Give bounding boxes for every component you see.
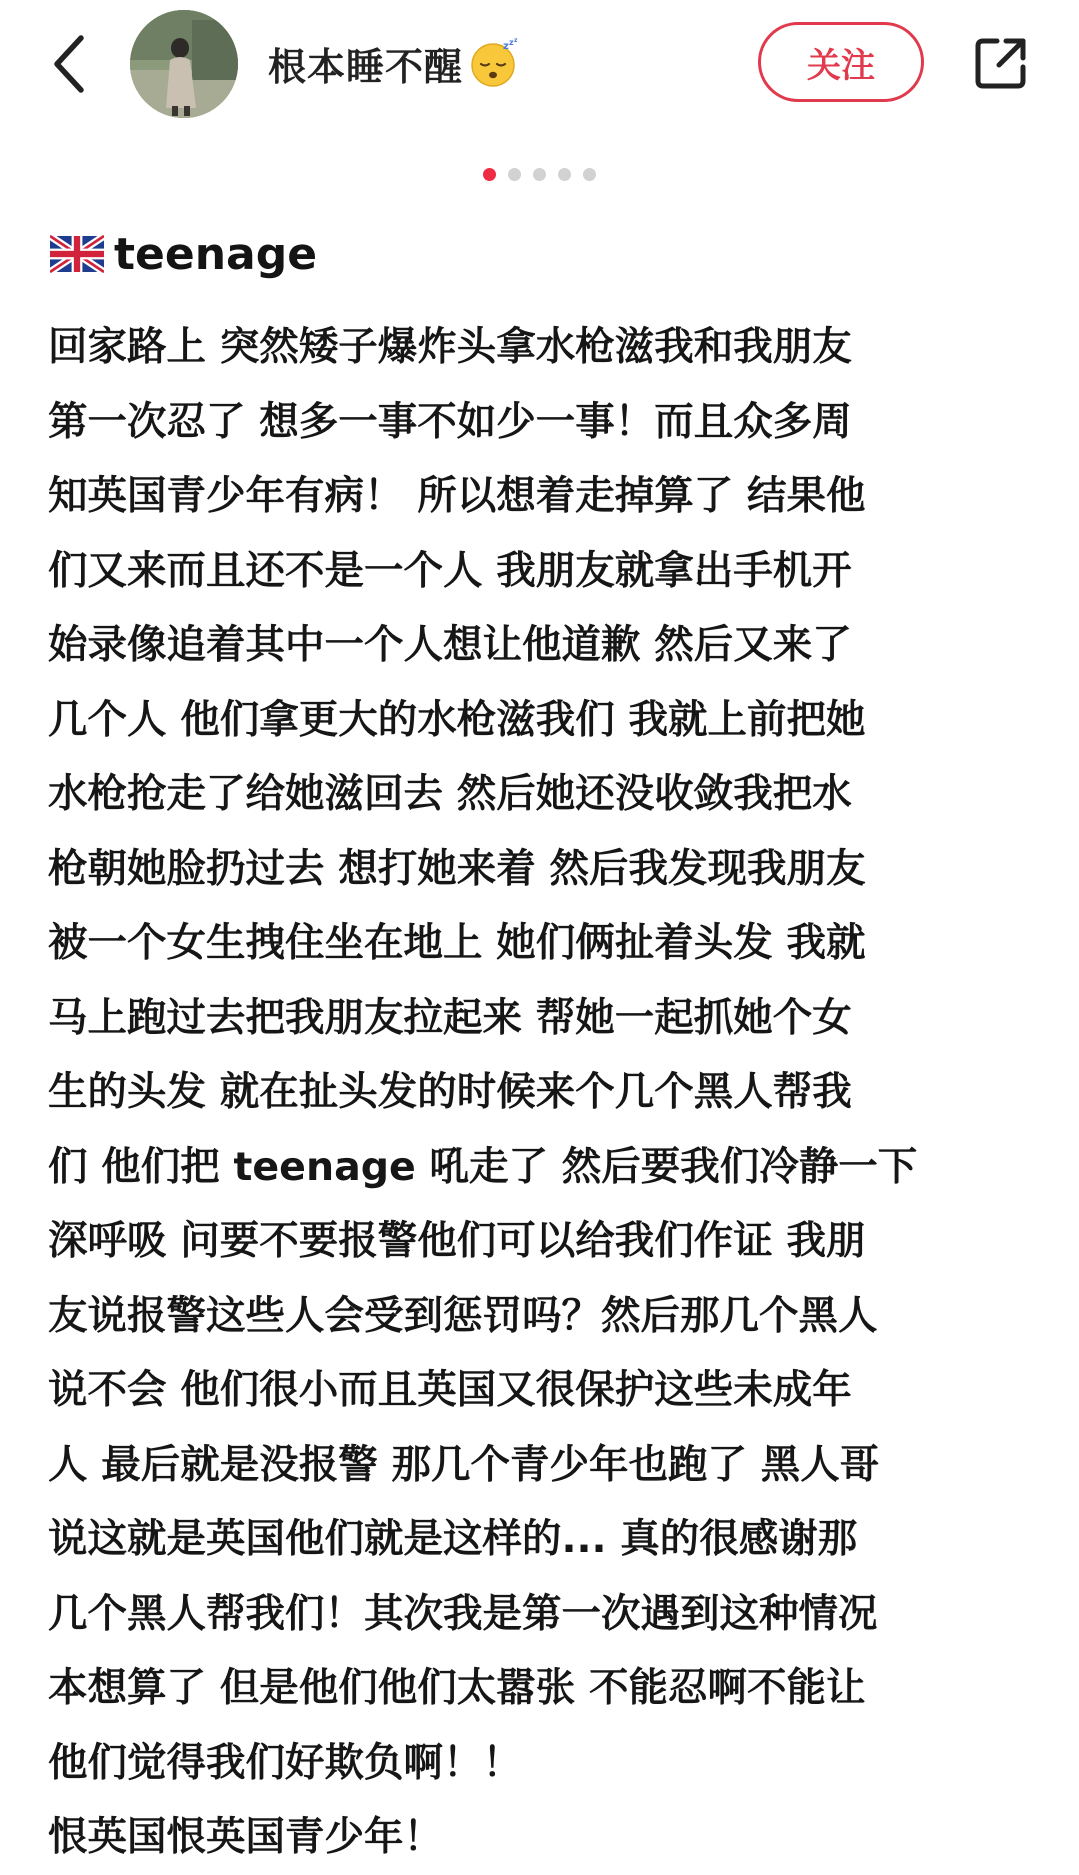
- carousel-dot[interactable]: [583, 168, 596, 181]
- post-body-line: 枪朝她脸扔过去 想打她来着 然后我发现我朋友: [48, 845, 866, 892]
- post-body-line: 人 最后就是没报警 那几个青少年也跑了 黑人哥: [48, 1441, 880, 1488]
- svg-text:z: z: [503, 41, 509, 52]
- post-body-line: 几个人 他们拿更大的水枪滋我们 我就上前把她: [48, 696, 866, 743]
- post-body-line: 知英国青少年有病！ 所以想着走掉算了 结果他: [48, 473, 866, 519]
- post-body-line: 几个黑人帮我们！其次我是第一次遇到这种情况: [48, 1590, 878, 1637]
- post-body-line: 友说报警这些人会受到惩罚吗？然后那几个黑人: [48, 1292, 878, 1339]
- post-body-line: 本想算了 但是他们他们太嚣张 不能忍啊不能让: [48, 1665, 866, 1711]
- share-icon: [973, 35, 1029, 91]
- uk-flag-icon: [50, 235, 104, 273]
- svg-text:z: z: [509, 38, 514, 47]
- svg-text:z: z: [514, 37, 518, 44]
- author-avatar[interactable]: [130, 10, 238, 118]
- follow-button[interactable]: 关注: [758, 22, 924, 102]
- carousel-dot[interactable]: [483, 168, 496, 181]
- post-body-line: 们 他们把 teenage 吼走了 然后要我们冷静一下: [48, 1143, 918, 1190]
- back-button[interactable]: [44, 28, 94, 100]
- post-title-row: [50, 222, 317, 286]
- carousel-dot[interactable]: [558, 168, 571, 181]
- post-body-line: 们又来而且还不是一个人 我朋友就拿出手机开: [48, 547, 852, 594]
- post-body-line: 说这就是英国他们就是这样的... 真的很感谢那: [48, 1516, 858, 1562]
- author-name[interactable]: 根本睡不醒: [268, 44, 464, 89]
- post-body-line: 水枪抢走了给她滋回去 然后她还没收敛我把水: [48, 771, 852, 817]
- post-title: teenage: [114, 228, 318, 280]
- post-body-line: 深呼吸 问要不要报警他们可以给我们作证 我朋: [48, 1218, 866, 1264]
- avatar-image: [130, 10, 238, 118]
- post-body-line: 回家路上 突然矮子爆炸头拿水枪滋我和我朋友: [48, 324, 852, 370]
- author-row: [268, 34, 521, 92]
- post-body-line: 恨英国恨英国青少年！: [48, 1814, 443, 1860]
- post-body-line: 说不会 他们很小而且英国又很保护这些未成年: [48, 1367, 852, 1413]
- post-body-line: 生的头发 就在扯头发的时候来个几个黑人帮我: [48, 1069, 852, 1115]
- sleeping-face-emoji-icon: [469, 37, 521, 89]
- post-body: [48, 310, 1058, 1875]
- share-button[interactable]: [966, 28, 1036, 98]
- carousel-dot[interactable]: [533, 168, 546, 181]
- post-body-line: 他们觉得我们好欺负啊！！: [48, 1739, 522, 1786]
- carousel-indicator: [0, 166, 1079, 182]
- post-body-line: 第一次忍了 想多一事不如少一事！而且众多周: [48, 398, 852, 445]
- chevron-left-icon: [49, 32, 89, 96]
- post-body-line: 被一个女生拽住坐在地上 她们俩扯着头发 我就: [48, 920, 866, 966]
- post-body-line: 始录像追着其中一个人想让他道歉 然后又来了: [48, 622, 852, 668]
- post-body-line: 马上跑过去把我朋友拉起来 帮她一起抓她个女: [48, 994, 852, 1041]
- post-header: [0, 0, 1079, 130]
- carousel-dot[interactable]: [508, 168, 521, 181]
